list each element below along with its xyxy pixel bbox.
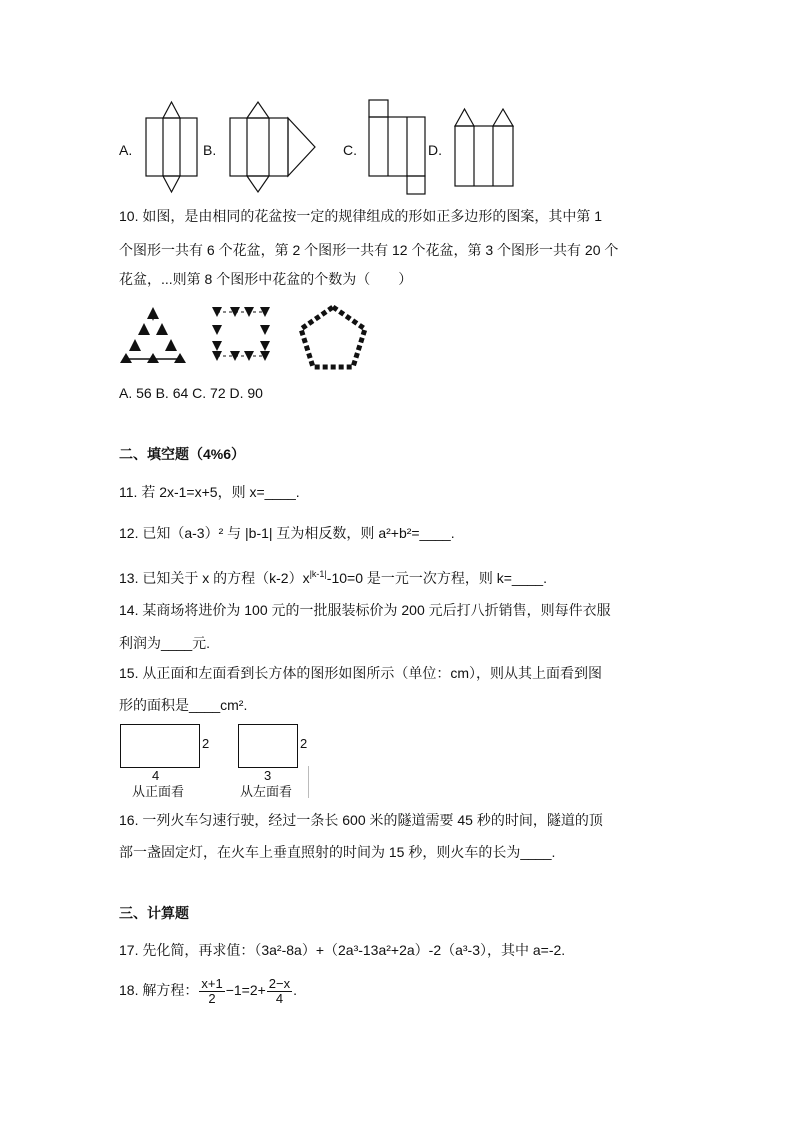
q12-text: 12. 已知（a-3）² 与 |b-1| 互为相反数，则 a²+b²=____. — [119, 525, 455, 541]
option-d-label: D. — [428, 142, 442, 158]
flowerpot-triangle-figure — [118, 305, 188, 365]
option-c-label: C. — [343, 142, 357, 158]
q18-text-post: . — [293, 982, 298, 998]
front-view-width-label: 4 — [152, 768, 160, 783]
q14-text-line-1: 14. 某商场将进价为 100 元的一批服装标价为 200 元后打八折销售，则每件衣服 — [119, 602, 611, 618]
q10-text-line-3: 花盆，...则第 8 个图形中花盆的个数为（ ） — [119, 271, 413, 287]
left-view-caption: 从左面看 — [240, 784, 293, 799]
q13-text-pre: 13. 已知关于 x 的方程（k-2）x — [119, 570, 310, 586]
q18-fraction-2-denominator: 4 — [275, 990, 284, 1006]
section-3-title: 三、计算题 — [119, 905, 189, 921]
q13-exponent: |k-1| — [309, 569, 327, 579]
q18-fraction-1-denominator: 2 — [208, 990, 216, 1006]
q10-text-line-2: 个图形一共有 6 个花盆，第 2 个图形一共有 12 个花盆，第 3 个图形一共有 20 个 — [119, 242, 619, 258]
front-view-rect — [120, 724, 200, 768]
q10-text-line-1: 10. 如图，是由相同的花盆按一定的规律组成的形如正多边形的图案，其中第 1 — [119, 208, 603, 224]
front-view-caption: 从正面看 — [132, 784, 185, 799]
q17-text: 17. 先化简，再求值：（3a²-8a）+（2a³-13a²+2a）-2（a³-3），其中 a=-2. — [119, 942, 566, 958]
option-a-label: A. — [119, 142, 133, 158]
q18-text-pre: 18. 解方程： — [119, 982, 199, 998]
option-c-net-figure — [366, 98, 431, 198]
q13-text-post: -10=0 是一元一次方程，则 k=____. — [326, 570, 547, 586]
q14-text-line-2: 利润为____元. — [119, 635, 211, 651]
option-b-label: B. — [203, 142, 217, 158]
q16-text-line-2: 部一盏固定灯，在火车上垂直照射的时间为 15 秒，则火车的长为____. — [119, 844, 556, 860]
q18-text-mid: −1=2+ — [225, 982, 266, 998]
left-view-rect — [238, 724, 298, 768]
option-d-net-figure — [450, 106, 520, 188]
option-b-net-figure — [225, 100, 320, 196]
q18-fraction-1-numerator: x+1 — [201, 975, 223, 991]
caption-separator — [308, 766, 309, 798]
flowerpot-pentagon-figure — [295, 301, 371, 373]
section-2-title: 二、填空题（4%6） — [119, 446, 246, 462]
q18-fraction-2-numerator: 2−x — [268, 975, 291, 991]
q16-text-line-1: 16. 一列火车匀速行驶，经过一条长 600 米的隧道需要 45 秒的时间，隧道的顶 — [119, 812, 603, 828]
q15-figure — [118, 722, 318, 800]
q11-text: 11. 若 2x-1=x+5，则 x=____. — [119, 484, 300, 500]
q13-text — [119, 564, 547, 588]
left-view-width-label: 3 — [264, 768, 272, 783]
q10-options: A. 56 B. 64 C. 72 D. 90 — [119, 385, 263, 401]
q18-text — [119, 974, 297, 1006]
flowerpot-square-figure — [208, 305, 274, 365]
front-view-height-label: 2 — [202, 736, 210, 751]
q15-text-line-1: 15. 从正面和左面看到长方体的图形如图所示（单位：cm），则从其上面看到图 — [119, 665, 603, 681]
q18-fraction-1 — [199, 977, 224, 1006]
q15-text-line-2: 形的面积是____cm². — [119, 697, 248, 713]
q18-fraction-2 — [267, 977, 292, 1006]
left-view-height-label: 2 — [300, 736, 308, 751]
option-a-net-figure — [140, 100, 200, 196]
